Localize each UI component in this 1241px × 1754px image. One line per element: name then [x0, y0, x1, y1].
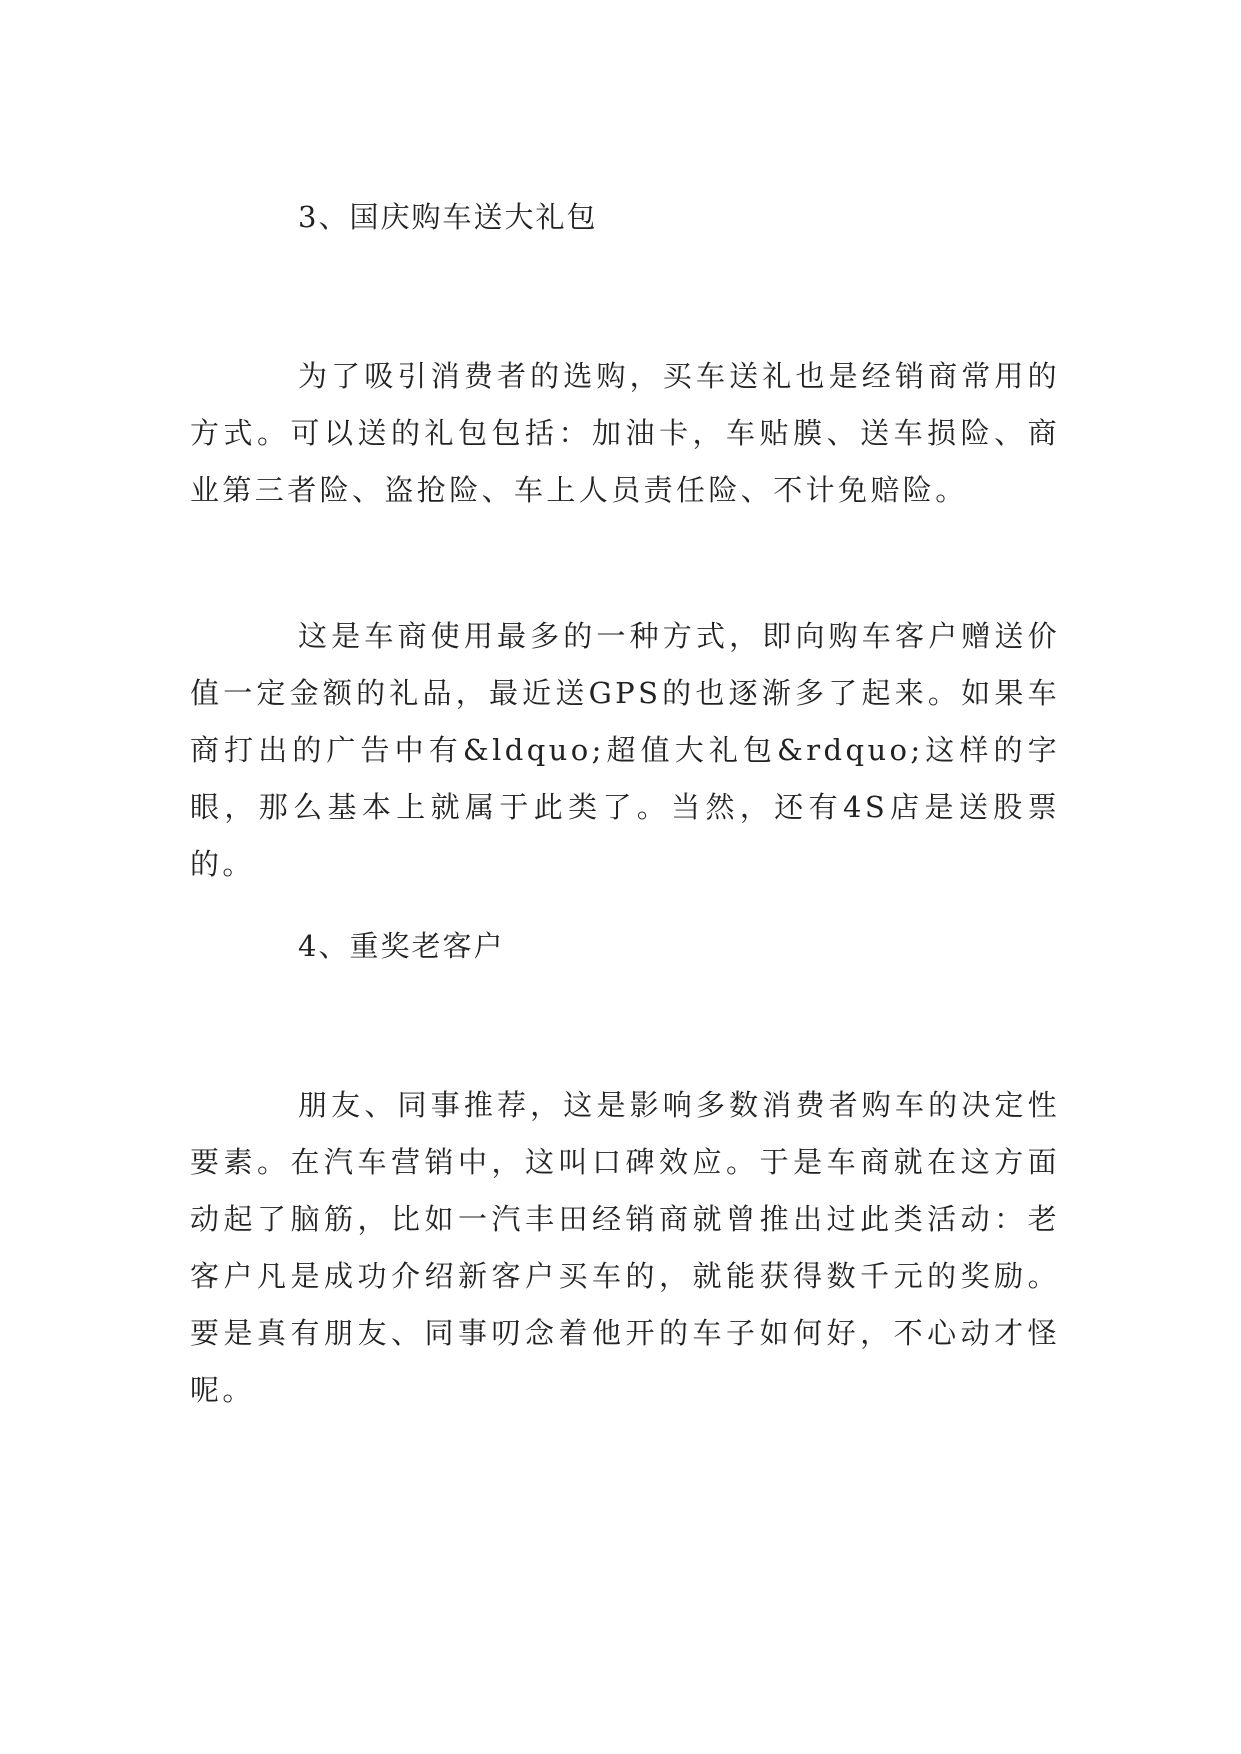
- section-heading-reward-customers: 4、重奖老客户: [298, 929, 505, 963]
- paragraph-gift-method: 这是车商使用最多的一种方式，即向购车客户赠送价值一定金额的礼品，最近送GPS的也逐渐多了起来。如果车商打出的广告中有&ldquo;超值大礼包&rdquo;这样的字眼，那么基本上就属于此类了。当然，还有4S店是送股票的。: [190, 619, 1060, 881]
- paragraph-gift-purpose: 为了吸引消费者的选购，买车送礼也是经销商常用的方式。可以送的礼包包括：加油卡，车贴膜、送车损险、商业第三者险、盗抢险、车上人员责任险、不计免赔险。: [190, 359, 1060, 507]
- paragraph-word-of-mouth: 朋友、同事推荐，这是影响多数消费者购车的决定性要素。在汽车营销中，这叫口碑效应。于是车商就在这方面动起了脑筋，比如一汽丰田经销商就曾推出过此类活动：老客户凡是成功介绍新客户买车的，就能获得数千元的奖励。要是真有朋友、同事叨念着他开的车子如何好，不心动才怪呢。: [190, 1088, 1060, 1407]
- section-heading-gift-package: 3、国庆购车送大礼包: [298, 200, 598, 234]
